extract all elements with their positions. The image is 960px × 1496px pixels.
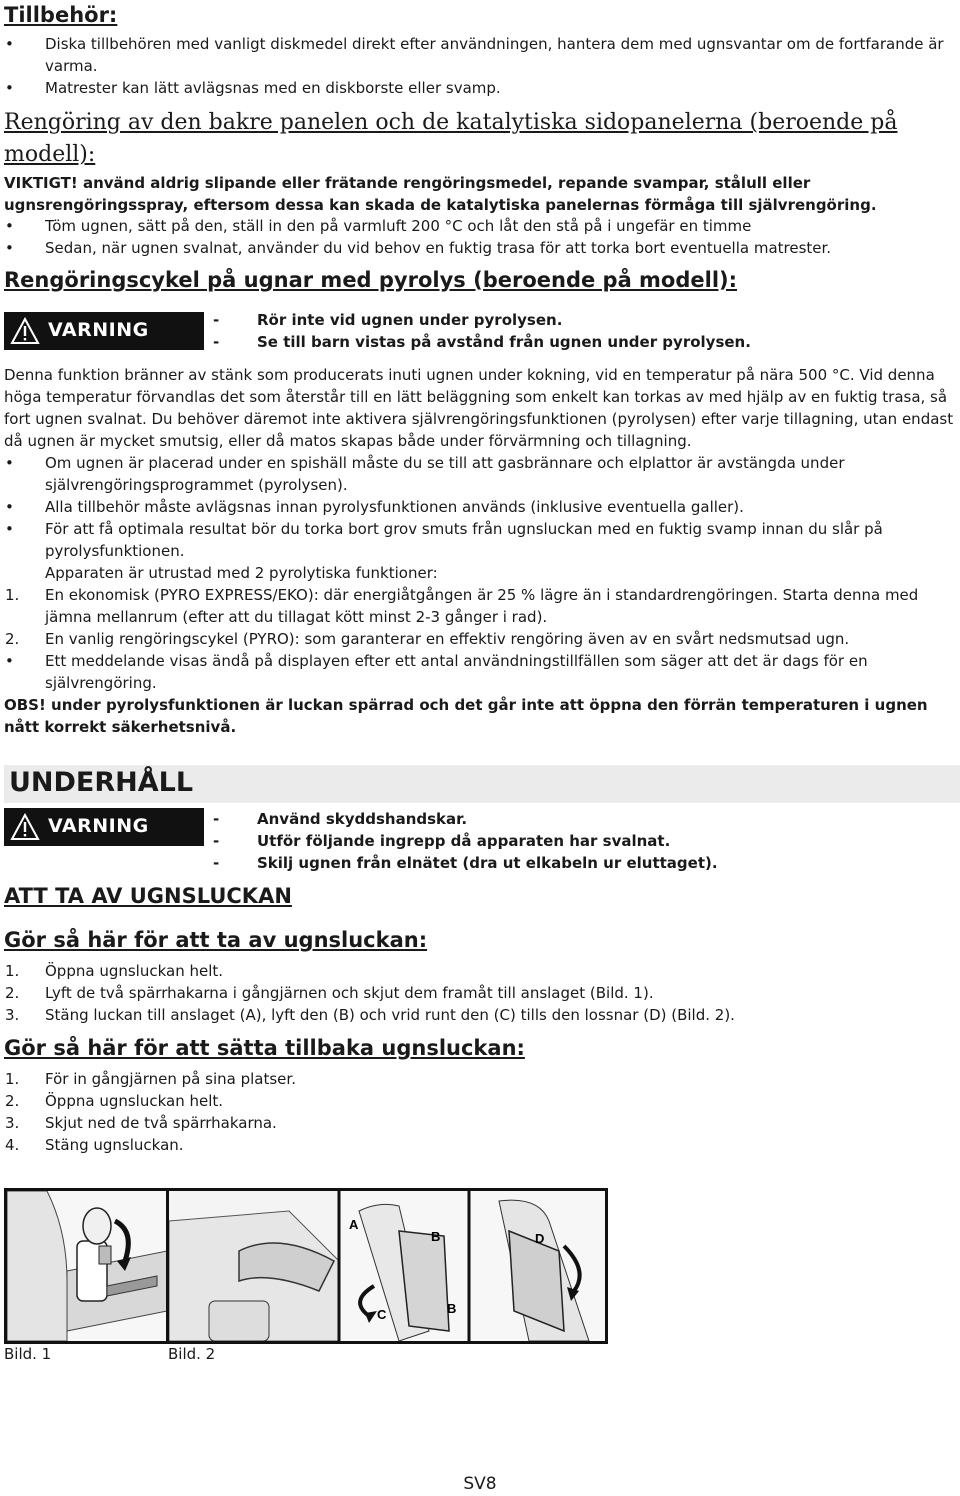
pyro-intro: Denna funktion bränner av stänk som producerats inuti ugnen under kokning, vid en temperatur på nära 500 °C. Vid denna höga temperatur förvandlas det som återstår till en lätt beläggning som enkelt kan torkas av med hjälp av en fuktig trasa, så fort ugnen svalnat. Du behöver däremot inte aktivera självrengöringsfunktionen (pyrolysen) efter varje tillagning, utan endast då ugnen är mycket smutsig, eller då matos skapas både under förvärmning och tillagning. [4,366,954,450]
hinge-illustration [7,1191,167,1341]
accessories-item-2: • Matrester kan lätt avlägsnas med en diskborste eller svamp. [5,79,501,97]
warning-label: VARNING [48,319,149,341]
door-removal-illustration [169,1191,605,1341]
figure-1-caption: Bild. 1 [4,1345,52,1363]
fig-label-a: A [349,1217,359,1232]
pyro-warning-box [4,312,204,350]
pyro-obs: OBS! under pyrolysfunktionen är luckan spärrad och det går inte att öppna den förrän temperaturen i ugnen nått korrekt säkerhetsnivå. [4,696,928,736]
accessories-item-1: • Diska tillbehören med vanligt diskmedel direkt efter användningen, hantera dem med ugnsvantar om de fortfarande är varma. [5,35,944,75]
fig-label-d: D [535,1231,545,1246]
fig-label-c: C [377,1307,387,1322]
figure-2 [166,1188,608,1344]
figure-2-caption: Bild. 2 [168,1345,216,1363]
pyro-heading: Rengöringscykel på ugnar med pyrolys (beroende på modell): [4,268,738,292]
warning-icon [10,317,40,345]
door-remove-heading: Gör så här för att ta av ugnsluckan: [4,928,428,952]
fig-label-b2: B [447,1301,457,1316]
maintenance-banner [4,765,960,803]
pyro-functions-intro: Apparaten är utrustad med 2 pyrolytiska funktioner: [45,564,438,582]
figure-1 [4,1188,170,1344]
warning-label: VARNING [48,815,149,837]
warning-icon [10,813,40,841]
maintenance-warning-box [4,808,204,846]
maintenance-heading: UNDERHÅLL [9,767,194,798]
accessories-heading: Tillbehör: [4,3,118,27]
panel-important: VIKTIGT! använd aldrig slipande eller frätande rengöringsmedel, repande svampar, stålull eller ugnsrengöringsspray, eftersom dessa kan skada de katalytiska panelernas förmåga till självrengöring. [4,174,877,214]
fig-label-b: B [431,1229,441,1244]
door-heading: ATT TA AV UGNSLUCKAN [4,884,292,908]
door-refit-heading: Gör så här för att sätta tillbaka ugnsluckan: [4,1036,525,1060]
panel-heading: Rengöring av den bakre panelen och de katalytiska sidopanelerna (beroende på modell): [4,110,898,167]
page-number: SV8 [463,1474,497,1494]
